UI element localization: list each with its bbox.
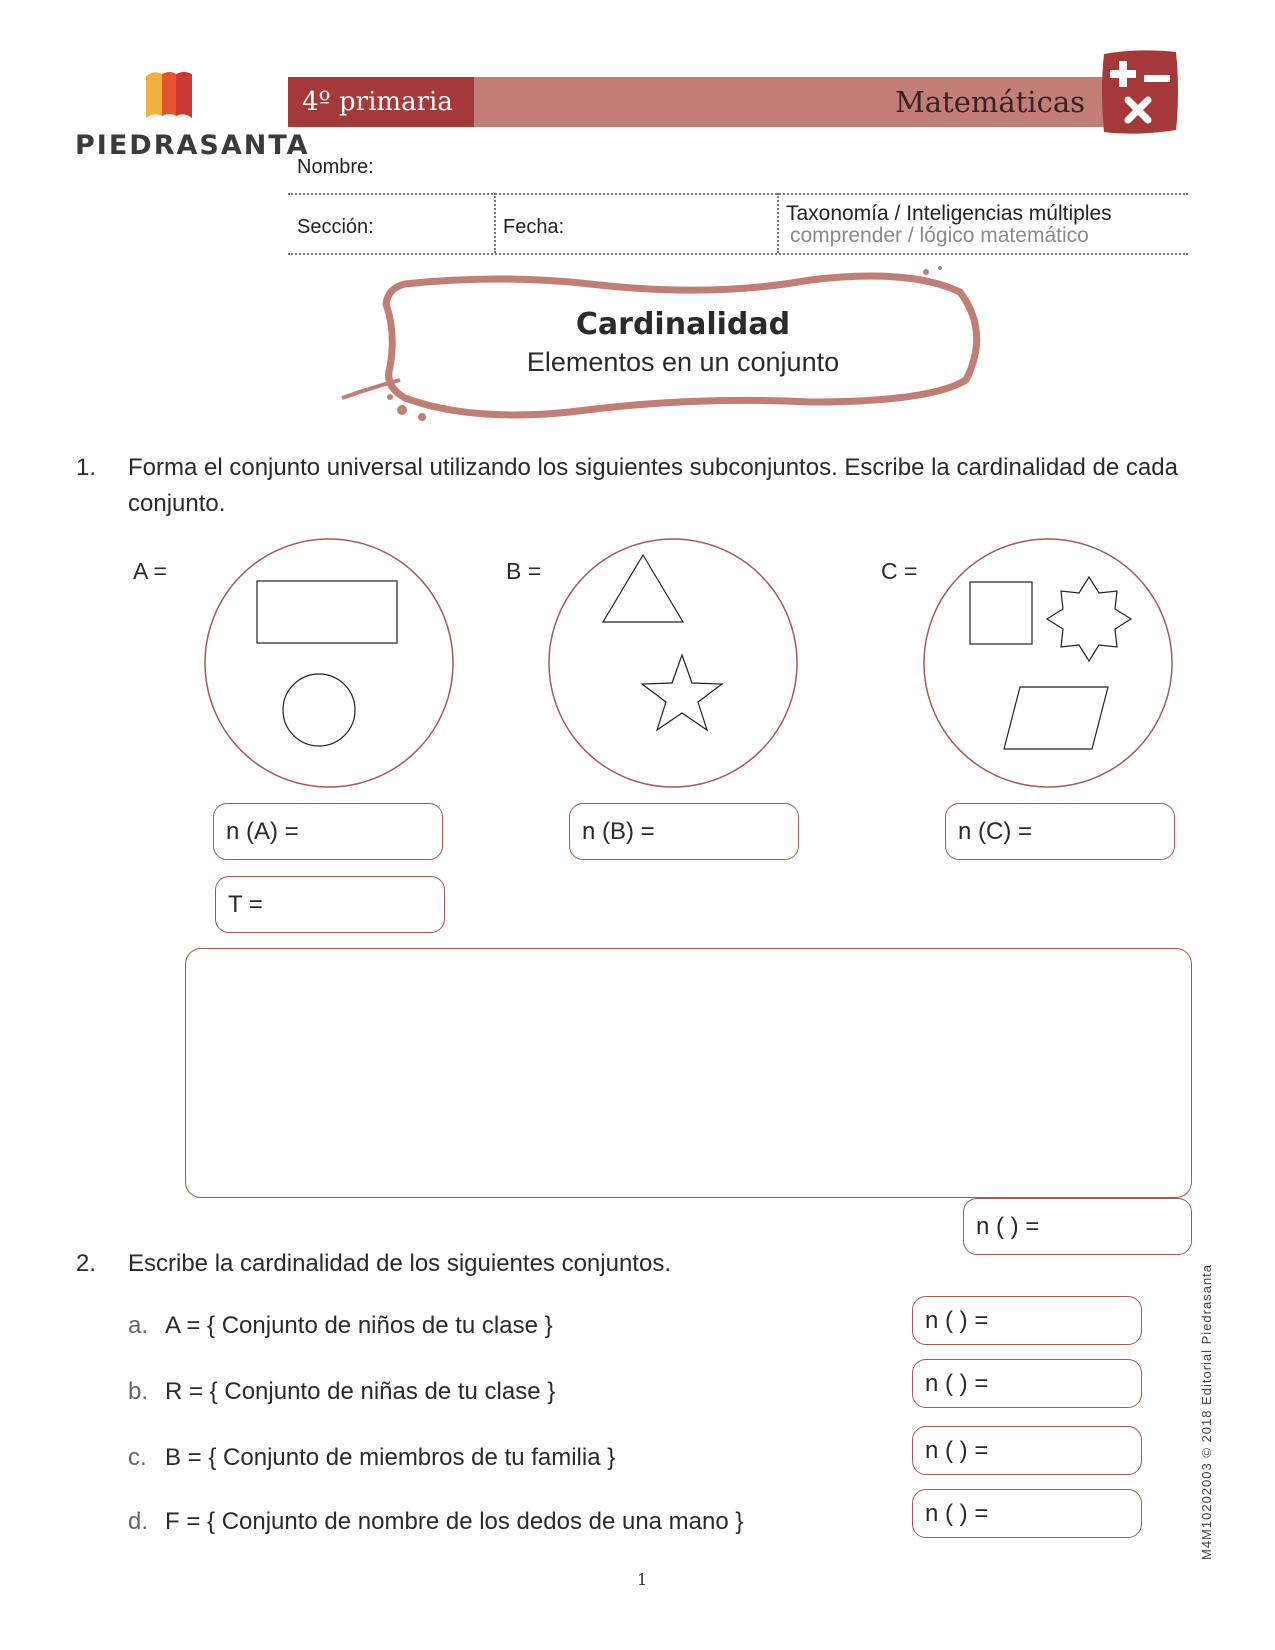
- universal-set-label-box[interactable]: [215, 876, 445, 933]
- question-1-number: 1.: [76, 454, 97, 481]
- item-c-text: B = { Conjunto de miembros de tu familia }: [165, 1444, 616, 1471]
- universal-set-drawing-area[interactable]: [185, 948, 1192, 1198]
- item-b-answer-box[interactable]: [912, 1359, 1142, 1408]
- n-universal-answer-box[interactable]: [963, 1198, 1192, 1255]
- rectangle-shape: [257, 581, 397, 643]
- item-a-answer-box[interactable]: [912, 1296, 1142, 1345]
- name-label: Nombre:: [297, 156, 374, 178]
- eight-point-star-shape: [1047, 577, 1131, 661]
- star-shape: [642, 655, 722, 730]
- set-b-label: B =: [506, 558, 542, 584]
- set-a-label: A =: [133, 558, 167, 584]
- parallelogram-shape: [1004, 687, 1108, 749]
- divider-v1: [494, 193, 496, 253]
- n-b-answer-box[interactable]: [569, 803, 799, 860]
- item-c-answer-box[interactable]: [912, 1426, 1142, 1475]
- subject-label: Matemáticas: [895, 85, 1085, 119]
- item-d-answer-box[interactable]: [912, 1489, 1142, 1538]
- item-a-text: A = { Conjunto de niños de tu clase }: [165, 1312, 553, 1339]
- taxonomy-values: comprender / lógico matemático: [790, 224, 1089, 247]
- page-number: 1: [637, 1570, 648, 1589]
- date-label: Fecha:: [503, 216, 565, 238]
- worksheet-title: Cardinalidad: [575, 307, 791, 342]
- set-c-circle: [924, 539, 1172, 787]
- question-2-number: 2.: [76, 1250, 97, 1277]
- grade-label: 4º primaria: [288, 77, 474, 127]
- divider-top: [288, 193, 1188, 195]
- set-b-diagram: [547, 537, 799, 789]
- divider-v2: [777, 193, 779, 253]
- set-b-circle: [549, 539, 797, 787]
- n-a-label: n (A) =: [226, 817, 299, 845]
- copyright-side-text: M4M10202003 © 2018 Editorial Piedrasanta: [1199, 1263, 1214, 1560]
- circle-shape: [283, 674, 355, 746]
- set-c-label: C =: [881, 558, 918, 584]
- n-a-answer-box[interactable]: [213, 803, 443, 860]
- item-d-answer-label: n ( ) =: [925, 1499, 989, 1527]
- item-c-letter: c.: [128, 1444, 147, 1471]
- triangle-shape: [603, 555, 683, 622]
- question-2-text: Escribe la cardinalidad de los siguientes conjuntos.: [128, 1250, 671, 1277]
- item-d-text: F = { Conjunto de nombre de los dedos de una mano }: [165, 1508, 744, 1535]
- square-shape: [970, 582, 1032, 644]
- set-a-diagram: [203, 537, 455, 789]
- set-a-circle: [205, 539, 453, 787]
- set-c-diagram: [922, 537, 1174, 789]
- item-a-letter: a.: [128, 1312, 149, 1339]
- book-logo-icon: [140, 68, 204, 122]
- brand-name: PIEDRASANTA: [75, 130, 310, 161]
- worksheet-subtitle: Elementos en un conjunto: [526, 347, 840, 377]
- item-b-text: R = { Conjunto de niñas de tu clase }: [165, 1378, 556, 1405]
- divider-bottom: [288, 253, 1188, 255]
- item-d-letter: d.: [128, 1508, 149, 1535]
- n-universal-label: n ( ) =: [976, 1212, 1040, 1240]
- n-c-label: n (C) =: [958, 817, 1033, 845]
- item-b-answer-label: n ( ) =: [925, 1369, 989, 1397]
- item-b-letter: b.: [128, 1378, 149, 1405]
- n-c-answer-box[interactable]: [945, 803, 1175, 860]
- math-operations-icon: [1098, 48, 1180, 136]
- question-1-text: Forma el conjunto universal utilizando los siguientes subconjuntos. Escribe la cardinalidad de cada conjunto.: [128, 454, 1178, 517]
- section-label: Sección:: [297, 216, 374, 238]
- taxonomy-title: Taxonomía / Inteligencias múltiples: [786, 202, 1112, 225]
- n-b-label: n (B) =: [582, 817, 655, 845]
- item-c-answer-label: n ( ) =: [925, 1436, 989, 1464]
- item-a-answer-label: n ( ) =: [925, 1306, 989, 1334]
- universal-set-label: T =: [228, 890, 263, 918]
- brand-logo: [140, 68, 204, 122]
